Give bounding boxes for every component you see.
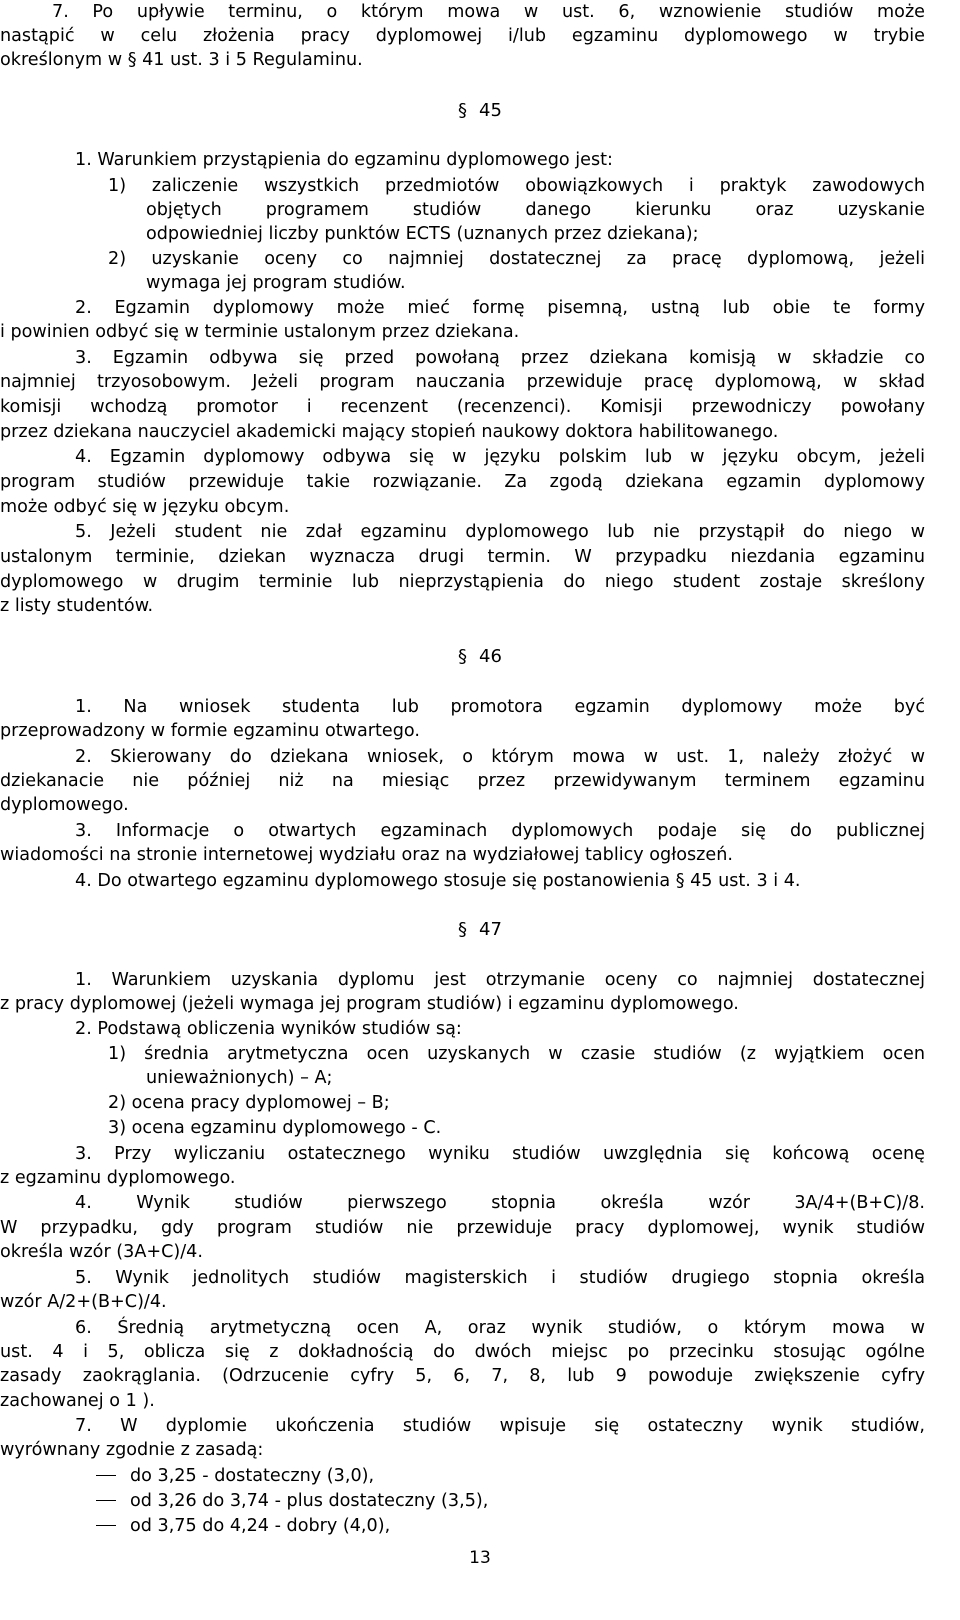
text-line: określa wzór (3A+C)/4. [0, 1242, 203, 1262]
text-line: 2. Skierowany do dziekana wniosek, o którym mowa w ust. 1, należy złożyć w [75, 747, 925, 767]
text-line: 2) ocena pracy dyplomowej – B; [108, 1093, 390, 1113]
section-number: 47 [479, 919, 502, 940]
dash-bullet [96, 1500, 116, 1501]
text-line: unieważnionych) – A; [146, 1068, 333, 1088]
text-line: 4. Egzamin dyplomowy odbywa się w języku polskim lub w języku obcym, jeżeli [75, 447, 925, 467]
page-number: 13 [469, 1548, 491, 1568]
section-number: 45 [479, 100, 502, 121]
section-symbol: § [458, 100, 468, 121]
text-line: 1) średnia arytmetyczna ocen uzyskanych w czasie studiów (z wyjątkiem ocen [108, 1044, 925, 1064]
text-line: ust. 4 i 5, oblicza się z dokładnością do dwóch miejsc po przecinku stosując ogólne [0, 1342, 925, 1362]
text-line: wyrównany zgodnie z zasadą: [0, 1440, 264, 1460]
dash-bullet [96, 1475, 116, 1476]
text-line: 4. Do otwartego egzaminu dyplomowego stosuje się postanowienia § 45 ust. 3 i 4. [75, 871, 801, 891]
list-item [96, 1514, 390, 1538]
dash-bullet [96, 1525, 116, 1526]
text-line: odpowiedniej liczby punktów ECTS (uznanych przez dziekana); [146, 224, 699, 244]
text-line: 1. Na wniosek studenta lub promotora egzamin dyplomowy może być [75, 697, 925, 717]
text-line: przeprowadzony w formie egzaminu otwartego. [0, 721, 420, 741]
text-line: 1) zaliczenie wszystkich przedmiotów obowiązkowych i praktyk zawodowych [108, 176, 925, 196]
text-line: 7. Po upływie terminu, o którym mowa w ust. 6, wznowienie studiów może [52, 2, 925, 22]
text-line: dyplomowego w drugim terminie lub nieprzystąpienia do niego student zostaje skreślony [0, 572, 925, 592]
list-item-text: od 3,75 do 4,24 - dobry (4,0), [130, 1516, 391, 1536]
text-line: 5. Wynik jednolitych studiów magisterskich i studiów drugiego stopnia określa [75, 1268, 925, 1288]
text-line: najmniej trzyosobowym. Jeżeli program nauczania przewiduje pracę dyplomową, w skład [0, 372, 925, 392]
text-line: z pracy dyplomowej (jeżeli wymaga jej program studiów) i egzaminu dyplomowego. [0, 994, 739, 1014]
text-line: zachowanej o 1 ). [0, 1391, 155, 1411]
section-heading-45 [0, 99, 960, 123]
list-item [96, 1464, 374, 1488]
text-line: 3. Przy wyliczaniu ostatecznego wyniku studiów uwzględnia się końcową ocenę [75, 1144, 925, 1164]
section-symbol: § [458, 646, 468, 667]
text-line: 5. Jeżeli student nie zdał egzaminu dyplomowego lub nie przystąpił do niego w [75, 522, 925, 542]
text-line: W przypadku, gdy program studiów nie przewiduje pracy dyplomowej, wynik studiów [0, 1218, 925, 1238]
text-line: komisji wchodzą promotor i recenzent (recenzenci). Komisji przewodniczy powołany [0, 397, 925, 417]
text-line: i powinien odbyć się w terminie ustalonym przez dziekana. [0, 322, 520, 342]
list-item-text: do 3,25 - dostateczny (3,0), [130, 1466, 375, 1486]
text-line: z egzaminu dyplomowego. [0, 1168, 236, 1188]
text-line: zasady zaokrąglania. (Odrzucenie cyfry 5, 6, 7, 8, lub 9 powoduje zwiększenie cyfry [0, 1366, 925, 1386]
section-heading-47 [0, 918, 960, 942]
text-line: 7. W dyplomie ukończenia studiów wpisuje się ostateczny wynik studiów, [75, 1416, 925, 1436]
section-number: 46 [479, 646, 502, 667]
section-symbol: § [458, 919, 468, 940]
text-line: wymaga jej program studiów. [146, 273, 406, 293]
text-line: 3. Egzamin odbywa się przed powołaną przez dziekana komisją w składzie co [75, 348, 925, 368]
text-line: dziekanacie nie później niż na miesiąc przez przewidywanym terminem egzaminu [0, 771, 925, 791]
text-line: 2. Podstawą obliczenia wyników studiów są: [75, 1019, 462, 1039]
text-line: określonym w § 41 ust. 3 i 5 Regulaminu. [0, 50, 363, 70]
text-line: dyplomowego. [0, 795, 129, 815]
list-item [96, 1489, 488, 1513]
text-line: 4. Wynik studiów pierwszego stopnia określa wzór 3A/4+(B+C)/8. [75, 1193, 925, 1213]
text-line: nastąpić w celu złożenia pracy dyplomowej i/lub egzaminu dyplomowego w trybie [0, 26, 925, 46]
text-line: 1. Warunkiem uzyskania dyplomu jest otrzymanie oceny co najmniej dostatecznej [75, 970, 925, 990]
text-line: ustalonym terminie, dziekan wyznacza drugi termin. W przypadku niezdania egzaminu [0, 547, 925, 567]
text-line: przez dziekana nauczyciel akademicki mający stopień naukowy doktora habilitowanego. [0, 422, 779, 442]
text-line: wiadomości na stronie internetowej wydziału oraz na wydziałowej tablicy ogłoszeń. [0, 845, 733, 865]
text-line: wzór A/2+(B+C)/4. [0, 1292, 167, 1312]
text-line: może odbyć się w języku obcym. [0, 497, 290, 517]
text-line: 3) ocena egzaminu dyplomowego - C. [108, 1118, 442, 1138]
text-line: 2) uzyskanie oceny co najmniej dostatecznej za pracę dyplomową, jeżeli [108, 249, 925, 269]
text-line: 6. Średnią arytmetyczną ocen A, oraz wynik studiów, o którym mowa w [75, 1318, 925, 1338]
text-line: z listy studentów. [0, 596, 154, 616]
text-line: 2. Egzamin dyplomowy może mieć formę pisemną, ustną lub obie te formy [75, 298, 925, 318]
text-line: objętych programem studiów danego kierunku oraz uzyskanie [146, 200, 925, 220]
text-line: program studiów przewiduje takie rozwiązanie. Za zgodą dziekana egzamin dyplomowy [0, 472, 925, 492]
text-line: 3. Informacje o otwartych egzaminach dyplomowych podaje się do publicznej [75, 821, 925, 841]
list-item-text: od 3,26 do 3,74 - plus dostateczny (3,5), [130, 1491, 489, 1511]
text-line: 1. Warunkiem przystąpienia do egzaminu dyplomowego jest: [75, 150, 613, 170]
section-heading-46 [0, 645, 960, 669]
